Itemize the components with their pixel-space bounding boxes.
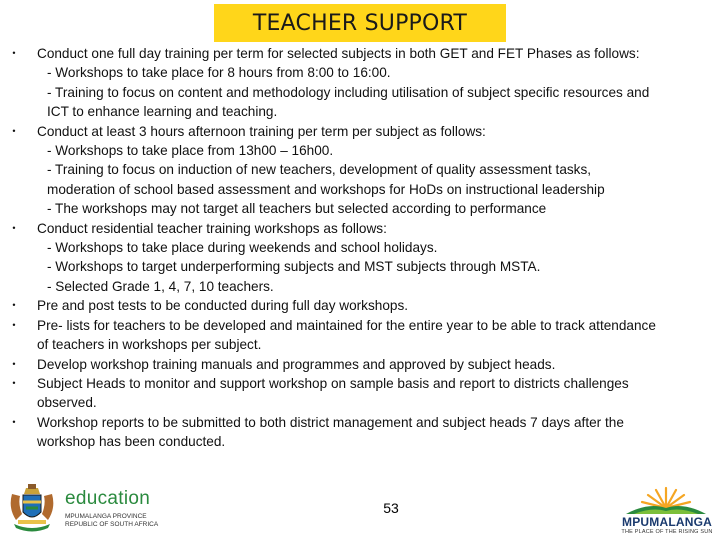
bullet-item — [8, 316, 714, 355]
bullet-dot-icon: • — [12, 416, 16, 427]
province-text: MPUMALANGA PROVINCE — [65, 513, 147, 520]
sub-point-line: - Training to focus on content and methodology including utilisation of subject specific resources and — [47, 84, 650, 100]
bullet-text-line: Conduct residential teacher training workshops as follows: — [37, 220, 387, 236]
education-subtitle — [65, 513, 158, 529]
page-title: TEACHER SUPPORT — [252, 10, 468, 36]
bullet-text-line: of teachers in workshops per subject. — [37, 337, 262, 353]
sub-point-line: - Workshops to take place during weekends and school holidays. — [47, 240, 438, 256]
sub-point-line: - Training to focus on induction of new teachers, development of quality assessment tasks, — [47, 162, 592, 178]
bullet-dot-icon: • — [12, 300, 16, 311]
education-wordmark: education — [65, 488, 151, 509]
bullet-list — [8, 44, 714, 452]
bullet-text-line: Pre- lists for teachers to be developed and maintained for the entire year to be able to track attendance — [37, 317, 656, 333]
education-logo — [6, 482, 176, 534]
bullet-item — [8, 122, 714, 219]
bullet-item — [8, 413, 714, 452]
bullet-dot-icon: • — [12, 377, 16, 388]
bullet-item — [8, 374, 714, 413]
bullet-text-line: Pre and post tests to be conducted during full day workshops. — [37, 298, 409, 314]
coat-of-arms-icon — [6, 482, 58, 534]
bullet-item — [8, 219, 714, 297]
bullet-text-line: observed. — [37, 395, 97, 411]
country-text: REPUBLIC OF SOUTH AFRICA — [65, 521, 159, 528]
bullet-dot-icon: • — [12, 48, 16, 58]
bullet-text-line: Subject Heads to monitor and support workshop on sample basis and report to districts challenges — [37, 375, 629, 391]
bullet-item — [8, 44, 714, 122]
bullet-dot-icon: • — [12, 222, 16, 233]
sub-point-line: - Workshops to take place for 8 hours from 8:00 to 16:00. — [47, 65, 391, 81]
sub-point-line: ICT to enhance learning and teaching. — [47, 104, 278, 120]
bullet-text-line: workshop has been conducted. — [37, 434, 226, 450]
bullet-text-line: Conduct one full day training per term for selected subjects in both GET and FET Phases as follows: — [37, 46, 640, 61]
mpumalanga-wordmark: MPUMALANGA — [622, 515, 712, 529]
sub-point-line: - Selected Grade 1, 4, 7, 10 teachers. — [47, 278, 274, 294]
bullet-dot-icon: • — [12, 358, 16, 369]
sub-point-line: moderation of school based assessment and workshops for HoDs on instructional leadership — [47, 181, 605, 197]
rising-sun-icon — [618, 482, 714, 516]
bullet-dot-icon: • — [12, 319, 16, 330]
bullet-item — [8, 296, 714, 315]
sub-point-line: - Workshops to take place from 13h00 – 16h00. — [47, 143, 334, 159]
title-banner — [214, 4, 506, 42]
mpumalanga-logo — [618, 482, 714, 536]
bullet-dot-icon: • — [12, 125, 16, 136]
sub-point-line: - Workshops to target underperforming subjects and MST subjects through MSTA. — [47, 259, 541, 275]
page-number: 53 — [383, 500, 399, 516]
bullet-text-line: Workshop reports to be submitted to both district management and subject heads 7 days after the — [37, 414, 624, 430]
sub-point-line: - The workshops may not target all teachers but selected according to performance — [47, 201, 547, 217]
bullet-text-line: Conduct at least 3 hours afternoon training per term per subject as follows: — [37, 123, 486, 139]
bullet-text-line: Develop workshop training manuals and programmes and approved by subject heads. — [37, 356, 556, 372]
mpumalanga-tagline: THE PLACE OF THE RISING SUN — [621, 529, 713, 535]
bullet-item — [8, 355, 714, 374]
